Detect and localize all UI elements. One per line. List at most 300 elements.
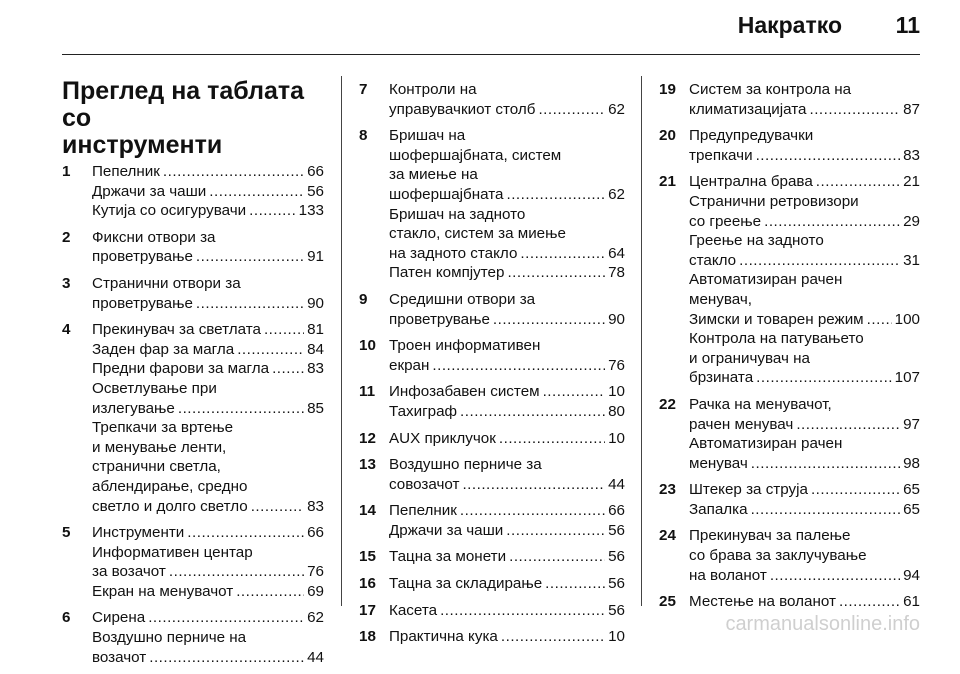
entry-text: светло и долго светло (92, 497, 248, 515)
dot-leader (149, 648, 304, 668)
entry-text: Пепелник (92, 163, 160, 180)
page-reference[interactable]: 66 (307, 524, 324, 542)
entry-list (359, 80, 625, 647)
dot-leader (507, 263, 605, 283)
entry-line (92, 438, 324, 458)
dot-leader (506, 185, 605, 205)
page-reference[interactable]: 56 (608, 548, 625, 566)
entry-line (92, 628, 324, 648)
entry-number: 6 (62, 609, 71, 627)
page-reference[interactable]: 10 (608, 429, 625, 447)
dot-leader (756, 368, 892, 388)
dot-leader (440, 601, 605, 621)
entry-line[interactable] (389, 185, 625, 205)
dot-leader (209, 182, 304, 202)
dot-leader (272, 359, 304, 379)
entry-text: за миење на (389, 166, 478, 184)
entry-text: за возачот (92, 563, 166, 581)
column-1 (62, 77, 324, 674)
entry-list (62, 162, 324, 667)
entry-text: Странични отвори за (92, 274, 241, 292)
page-reference[interactable]: 94 (903, 566, 920, 584)
entry-text: Осветлување при (92, 379, 217, 397)
entry-line[interactable] (92, 359, 324, 379)
entry-number: 4 (62, 321, 71, 339)
entry-line[interactable] (689, 100, 920, 120)
dot-leader (196, 294, 304, 314)
index-entry (359, 627, 625, 647)
entry-text: брзината (689, 369, 754, 387)
entry-line (92, 457, 324, 477)
index-entry (359, 429, 625, 449)
entry-number: 25 (659, 593, 676, 611)
page-reference[interactable]: 91 (307, 248, 324, 266)
page-reference[interactable]: 85 (307, 399, 324, 417)
entry-text: Странични ретровизори (689, 192, 859, 210)
dot-leader (543, 382, 606, 402)
entry-line[interactable] (689, 310, 920, 330)
dot-leader (739, 251, 900, 271)
entry-line[interactable] (92, 523, 324, 543)
entry-text: проветрување (389, 310, 490, 328)
page-reference[interactable]: 69 (307, 582, 324, 600)
entry-line[interactable] (92, 340, 324, 360)
entry-line (92, 379, 324, 399)
entry-text: Екран на менувачот (92, 582, 234, 600)
page-reference[interactable]: 83 (307, 360, 324, 378)
entry-text: Пепелник (389, 502, 457, 520)
entry-text: и менување ленти, (92, 438, 227, 456)
entry-line[interactable] (689, 251, 920, 271)
entry-text: аблендирање, средно (92, 477, 248, 495)
entry-text: трепкачи (689, 146, 753, 164)
entry-number: 14 (359, 502, 376, 520)
dot-leader (839, 592, 900, 612)
entry-line[interactable] (689, 212, 920, 232)
dot-leader (811, 480, 900, 500)
page-reference[interactable]: 56 (608, 575, 625, 593)
page-reference[interactable]: 44 (608, 475, 625, 493)
entry-text: Автоматизиран рачен (689, 435, 843, 453)
entry-line[interactable] (92, 201, 324, 221)
dot-leader (499, 429, 605, 449)
index-entry (659, 480, 920, 519)
entry-line (389, 455, 625, 475)
entry-line[interactable] (92, 497, 324, 517)
entry-text: со греење (689, 212, 762, 230)
column-3 (659, 80, 920, 619)
dot-leader (178, 399, 304, 419)
entry-text: Тахиграф (389, 402, 458, 420)
column-divider-1 (341, 76, 342, 606)
dot-leader (148, 608, 304, 628)
entry-line[interactable] (389, 382, 625, 402)
entry-number: 10 (359, 337, 376, 355)
dot-leader (770, 566, 900, 586)
entry-text: Бришач на (389, 127, 466, 145)
page-reference[interactable]: 98 (903, 454, 920, 472)
entry-text: стакло, систем за миење (389, 225, 566, 243)
entry-text: Контрола на патувањето (689, 330, 864, 348)
entry-text: шофершајбната, систем (389, 146, 562, 164)
page-reference[interactable]: 83 (307, 497, 324, 515)
index-entry (659, 80, 920, 119)
entry-text: Предупредувачки (689, 127, 814, 145)
dot-leader (264, 320, 304, 340)
page-reference[interactable]: 81 (307, 321, 324, 339)
page-reference[interactable]: 64 (608, 244, 625, 262)
entry-text: Практична кука (389, 628, 498, 646)
entry-number: 22 (659, 395, 676, 413)
index-entry (359, 382, 625, 421)
entry-text: Тацна за монети (389, 548, 507, 566)
page-reference[interactable]: 56 (307, 182, 324, 200)
index-entry (659, 592, 920, 612)
entry-text: Троен информативен (389, 337, 541, 355)
entry-number: 3 (62, 274, 71, 292)
page-reference[interactable]: 97 (903, 415, 920, 433)
entry-line (92, 477, 324, 497)
dot-leader (187, 523, 304, 543)
page-reference[interactable]: 56 (608, 521, 625, 539)
entry-number: 15 (359, 548, 376, 566)
entry-text: Фиксни отвори за (92, 228, 216, 246)
header-divider (62, 54, 920, 55)
section-title: Накратко (737, 12, 842, 38)
page-reference[interactable]: 66 (608, 502, 625, 520)
entry-line[interactable] (389, 100, 625, 120)
entry-text: возачот (92, 648, 147, 666)
entry-text: Трепкачи за вртење (92, 419, 234, 437)
entry-line[interactable] (389, 521, 625, 541)
entry-text: проветрување (92, 248, 193, 266)
dot-leader (460, 501, 605, 521)
entry-text: екран (389, 356, 430, 374)
entry-text: Инструменти (92, 524, 185, 542)
dot-leader (867, 310, 892, 330)
index-entry (62, 320, 324, 516)
entry-line (689, 80, 920, 100)
entry-line (689, 526, 920, 546)
column-divider-2 (641, 76, 642, 606)
entry-line (389, 336, 625, 356)
entry-line (689, 231, 920, 251)
entry-number: 21 (659, 173, 676, 191)
index-entry (659, 126, 920, 165)
index-entry (62, 523, 324, 601)
dot-leader (756, 146, 901, 166)
entry-text: Држачи за чаши (92, 182, 207, 200)
index-entry (62, 162, 324, 221)
entry-text: Сирена (92, 609, 146, 627)
entry-text: проветрување (92, 294, 193, 312)
entry-line[interactable] (92, 648, 324, 668)
heading-line: Преглед на таблата со (62, 77, 305, 132)
watermark: carmanualsonline.info (725, 613, 920, 635)
index-entry (359, 455, 625, 494)
index-entry (659, 526, 920, 585)
entry-line[interactable] (389, 429, 625, 449)
entry-number: 20 (659, 127, 676, 145)
page-reference[interactable]: 61 (903, 593, 920, 611)
index-entry (62, 274, 324, 313)
dot-leader (251, 497, 304, 517)
entry-text: менувач (689, 454, 748, 472)
entry-text: стакло (689, 251, 737, 269)
dot-leader (236, 582, 304, 602)
entry-text: Држачи за чаши (389, 521, 504, 539)
page-reference[interactable]: 31 (903, 251, 920, 269)
entry-text: Воздушно перниче за (389, 456, 542, 474)
dot-leader (506, 521, 605, 541)
index-entry (62, 608, 324, 667)
entry-text: Контроли на (389, 81, 477, 98)
entry-line (92, 274, 324, 294)
page-reference[interactable]: 65 (903, 500, 920, 518)
entry-text: Прекинувач за светлата (92, 321, 261, 339)
entry-text: Централна брава (689, 173, 813, 191)
entry-number: 17 (359, 601, 376, 619)
entry-line[interactable] (389, 501, 625, 521)
entry-text: рачен менувач (689, 415, 794, 433)
entry-line[interactable] (389, 263, 625, 283)
entry-number: 8 (359, 127, 368, 145)
entry-line (389, 126, 625, 146)
page-reference[interactable]: 100 (894, 310, 920, 328)
entry-number: 11 (359, 383, 376, 401)
entry-line[interactable] (92, 247, 324, 267)
entry-number: 1 (62, 163, 71, 180)
page-reference[interactable]: 83 (903, 146, 920, 164)
entry-number: 24 (659, 527, 676, 545)
page-number: 11 (895, 12, 920, 38)
dot-leader (509, 547, 605, 567)
index-entry (659, 172, 920, 388)
entry-line (389, 146, 625, 166)
entry-line[interactable] (689, 146, 920, 166)
entry-line[interactable] (689, 500, 920, 520)
entry-text: Бришач на задното (389, 205, 526, 223)
entry-number: 7 (359, 81, 368, 98)
entry-line[interactable] (92, 608, 324, 628)
entry-text: шофершајбната (389, 185, 504, 203)
entry-text: климатизацијата (689, 100, 807, 118)
entry-text: Средишни отвори за (389, 290, 536, 308)
entry-line[interactable] (389, 402, 625, 422)
entry-line (689, 349, 920, 369)
page-reference[interactable]: 78 (608, 264, 625, 282)
entry-line[interactable] (689, 480, 920, 500)
entry-number: 16 (359, 575, 376, 593)
entry-line[interactable] (689, 454, 920, 474)
entry-text: Штекер за струја (689, 481, 808, 499)
dot-leader (237, 340, 304, 360)
page-reference[interactable]: 107 (894, 369, 920, 387)
entry-line[interactable] (92, 562, 324, 582)
entry-text: Систем за контрола на (689, 81, 852, 98)
page-reference[interactable]: 62 (608, 100, 625, 118)
dot-leader (501, 627, 605, 647)
dot-leader (545, 574, 605, 594)
dot-leader (169, 562, 304, 582)
entry-number: 12 (359, 429, 376, 447)
dot-leader (462, 475, 605, 495)
page-reference[interactable]: 44 (307, 648, 324, 666)
entry-line[interactable] (689, 566, 920, 586)
entry-text: на воланот (689, 566, 767, 584)
entry-line[interactable] (389, 310, 625, 330)
entry-text: Предни фарови за магла (92, 360, 270, 378)
entry-line (389, 80, 625, 100)
entry-line (689, 329, 920, 349)
entry-line[interactable] (92, 182, 324, 202)
dot-leader (520, 244, 605, 264)
entry-text: Воздушно перниче на (92, 629, 247, 647)
entry-number: 23 (659, 481, 676, 499)
entry-text: Запалка (689, 500, 748, 518)
entry-line (689, 434, 920, 454)
page-reference[interactable]: 76 (608, 356, 625, 374)
index-entry (359, 336, 625, 375)
page-reference[interactable]: 87 (903, 100, 920, 118)
dot-leader (796, 415, 900, 435)
entry-text: менувач, (689, 290, 753, 308)
entry-text: Прекинувач за палење (689, 527, 851, 545)
dot-leader (493, 310, 605, 330)
dot-leader (432, 356, 605, 376)
entry-line[interactable] (92, 582, 324, 602)
index-entry (359, 574, 625, 594)
index-entry (359, 126, 625, 283)
page-reference[interactable]: 133 (298, 202, 324, 220)
dot-leader (816, 172, 900, 192)
entry-line[interactable] (389, 356, 625, 376)
index-entry (359, 290, 625, 329)
entry-text: AUX приклучок (389, 429, 496, 447)
entry-line (689, 126, 920, 146)
entry-line[interactable] (92, 294, 324, 314)
page-reference[interactable]: 21 (903, 173, 920, 191)
entry-text: на задното стакло (389, 244, 518, 262)
dot-leader (538, 100, 605, 120)
entry-text: и ограничувач на (689, 349, 810, 367)
entry-text: странични светла, (92, 458, 221, 476)
dot-leader (163, 162, 304, 182)
entry-line[interactable] (689, 172, 920, 192)
entry-line (689, 395, 920, 415)
index-entry (659, 395, 920, 473)
page-reference[interactable]: 62 (307, 609, 324, 627)
dot-leader (249, 201, 296, 221)
entry-text: Автоматизиран рачен (689, 271, 843, 289)
entry-number: 18 (359, 628, 376, 646)
entry-text: со брава за заклучување (689, 547, 867, 565)
entry-line[interactable] (92, 162, 324, 182)
entry-text: Греење на задното (689, 232, 824, 250)
page-reference[interactable]: 84 (307, 340, 324, 358)
column-2 (359, 80, 625, 654)
page-reference[interactable]: 10 (608, 383, 625, 401)
entry-line[interactable] (389, 475, 625, 495)
page-reference[interactable]: 56 (608, 601, 625, 619)
section-heading (62, 78, 324, 159)
index-entry (359, 547, 625, 567)
page-reference[interactable]: 76 (307, 563, 324, 581)
entry-line (92, 418, 324, 438)
entry-text: Информативен центар (92, 543, 253, 561)
entry-line (689, 546, 920, 566)
entry-number: 13 (359, 456, 376, 474)
entry-text: Тацна за складирање (389, 575, 543, 593)
index-entry (62, 228, 324, 267)
entry-line[interactable] (389, 574, 625, 594)
entry-number: 19 (659, 81, 676, 98)
page-reference[interactable]: 90 (307, 294, 324, 312)
entry-text: Заден фар за магла (92, 340, 235, 358)
entry-line[interactable] (689, 368, 920, 388)
entry-line[interactable] (389, 601, 625, 621)
heading-line: инструменти (62, 131, 223, 159)
entry-text: управувачкиот столб (389, 100, 536, 118)
entry-line (92, 228, 324, 248)
dot-leader (764, 212, 900, 232)
entry-text: Инфозабавен систем (389, 383, 540, 401)
entry-line[interactable] (389, 244, 625, 264)
entry-line[interactable] (689, 415, 920, 435)
entry-line[interactable] (92, 320, 324, 340)
entry-line (389, 224, 625, 244)
entry-text: Зимски и товарен режим (689, 310, 864, 328)
dot-leader (809, 100, 900, 120)
entry-line (689, 192, 920, 212)
entry-number: 5 (62, 524, 71, 542)
entry-text: совозачот (389, 475, 460, 493)
index-entry (359, 601, 625, 621)
entry-text: Кутија со осигурувачи (92, 202, 247, 220)
page-reference[interactable]: 65 (903, 481, 920, 499)
entry-line (389, 205, 625, 225)
dot-leader (460, 402, 605, 422)
dot-leader (751, 454, 900, 474)
page-reference[interactable]: 90 (608, 310, 625, 328)
entry-line[interactable] (389, 627, 625, 647)
entry-text: излегување (92, 399, 175, 417)
entry-text: Местење на воланот (689, 593, 836, 611)
entry-text: Рачка на менувачот, (689, 395, 832, 413)
index-entry (359, 80, 625, 119)
page-reference[interactable]: 80 (608, 402, 625, 420)
dot-leader (196, 247, 304, 267)
entry-text: Патен компјутер (389, 264, 505, 282)
index-entry (359, 501, 625, 540)
entry-list (659, 80, 920, 612)
page-reference[interactable]: 62 (608, 185, 625, 203)
entry-line (689, 290, 920, 310)
entry-line (389, 290, 625, 310)
page-reference[interactable]: 10 (608, 628, 625, 646)
entry-line (689, 270, 920, 290)
entry-line (389, 165, 625, 185)
entry-number: 2 (62, 228, 71, 246)
entry-line[interactable] (689, 592, 920, 612)
entry-line[interactable] (92, 399, 324, 419)
page-reference[interactable]: 29 (903, 212, 920, 230)
entry-number: 9 (359, 290, 368, 308)
entry-line[interactable] (389, 547, 625, 567)
entry-line (92, 543, 324, 563)
page-reference[interactable]: 66 (307, 163, 324, 180)
dot-leader (751, 500, 901, 520)
